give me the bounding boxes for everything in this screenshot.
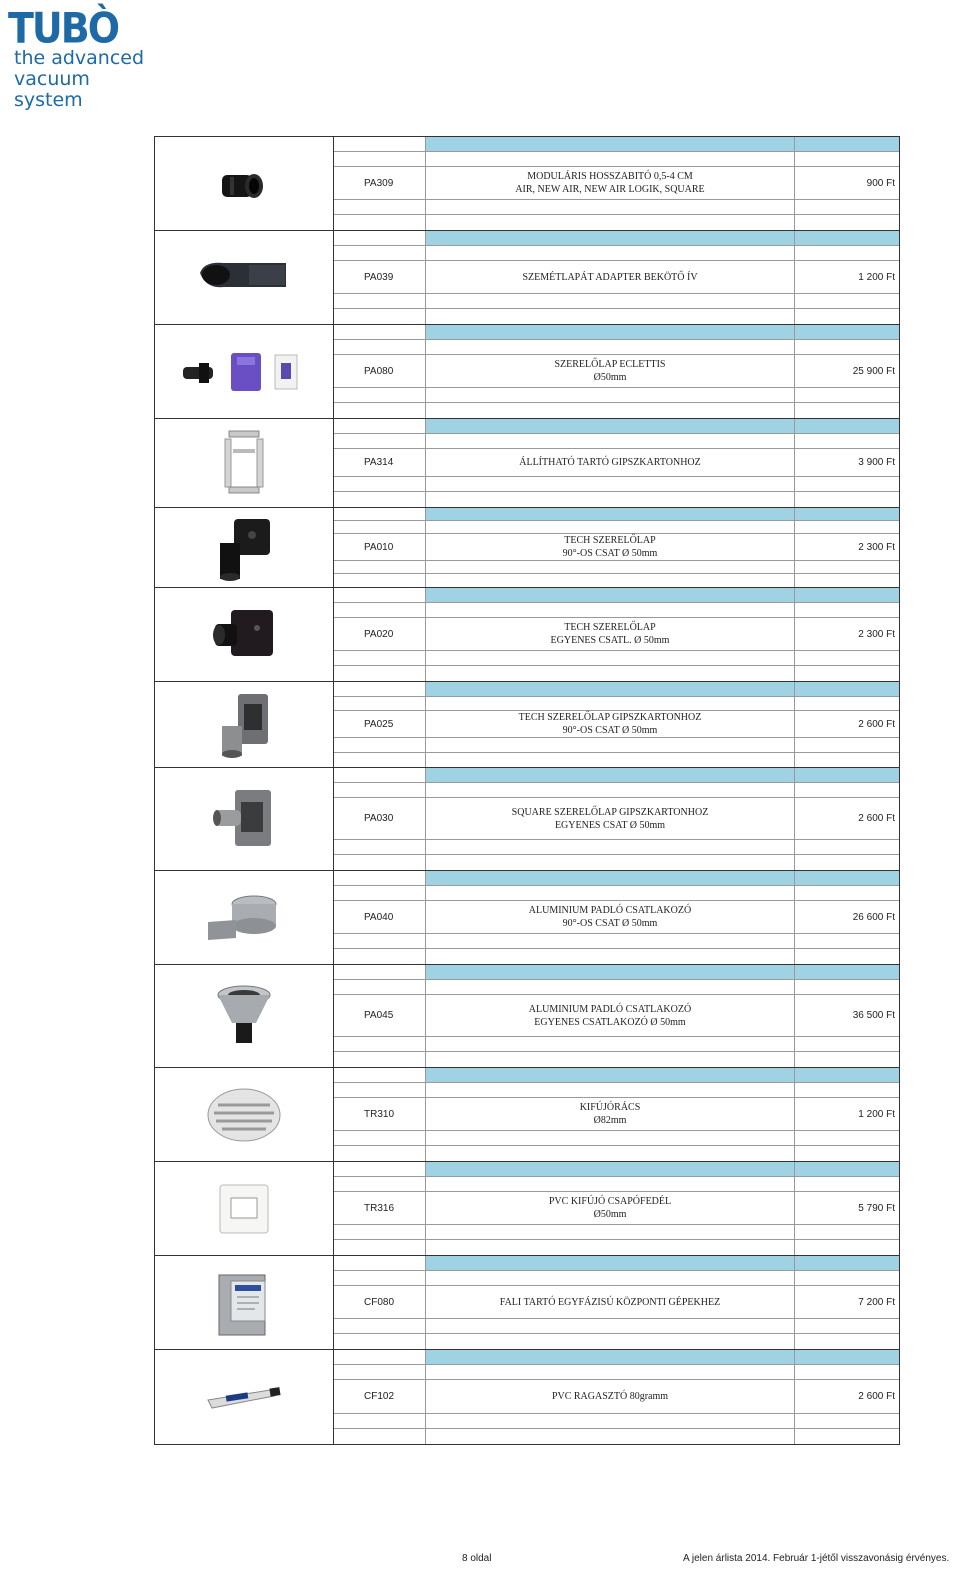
square-plate-straight-icon (209, 786, 279, 852)
table-row (155, 1068, 899, 1162)
product-description-line: SQUARE SZERELŐLAP GIPSZKARTONHOZ (511, 806, 709, 818)
product-description (426, 1286, 795, 1318)
product-description-line: KIFÚJÓRÁCS (579, 1102, 641, 1113)
product-image (155, 1350, 334, 1444)
product-image (155, 768, 334, 870)
table-row (155, 231, 899, 325)
product-description (426, 167, 795, 199)
product-description (426, 711, 795, 737)
product-image (155, 871, 334, 964)
product-description (426, 261, 795, 293)
dustpan-adapter-icon (194, 253, 294, 303)
product-description-line: Ø82mm (593, 1115, 627, 1126)
product-price: 2 600 Ft (858, 813, 895, 824)
product-price: 25 900 Ft (852, 365, 895, 377)
drywall-plate-90-icon (214, 690, 274, 760)
product-price: 7 200 Ft (858, 1296, 895, 1308)
tube-connector-icon (214, 159, 274, 209)
product-code: PA309 (334, 167, 426, 199)
table-row (155, 768, 899, 871)
product-code: PA080 (334, 355, 426, 387)
table-row (155, 1350, 899, 1444)
table-row (155, 965, 899, 1068)
product-description-line: TECH SZERELŐLAP (564, 535, 656, 547)
table-row (155, 588, 899, 682)
product-description-line: Ø50mm (593, 372, 627, 383)
product-description-line: Ø50mm (593, 1209, 627, 1220)
glue-tube-icon (204, 1382, 284, 1412)
product-price: 1 200 Ft (858, 1108, 895, 1120)
product-code: PA025 (334, 711, 426, 737)
product-image (155, 965, 334, 1067)
mounting-plate-set-icon (179, 347, 309, 397)
product-description (426, 1380, 795, 1413)
product-description-line: FALI TARTÓ EGYFÁZISÚ KÖZPONTI GÉPEKHEZ (499, 1296, 721, 1308)
product-image (155, 231, 334, 324)
product-image (155, 588, 334, 681)
product-description-line: PVC KIFÚJÓ CSAPÓFEDÉL (548, 1196, 672, 1207)
product-code: PA314 (334, 449, 426, 476)
product-price: 1 200 Ft (858, 271, 895, 283)
product-code: TR316 (334, 1192, 426, 1224)
product-description-line: EGYENES CSATLAKOZÓ Ø 50mm (534, 1016, 686, 1028)
table-row (155, 325, 899, 419)
product-code: PA045 (334, 995, 426, 1036)
product-code: PA039 (334, 261, 426, 293)
logo-brand: TUBÒ (8, 3, 119, 53)
product-description (426, 534, 795, 560)
product-image (155, 682, 334, 767)
product-description (426, 1098, 795, 1130)
page-number: 8 oldal (462, 1553, 492, 1564)
table-row (155, 137, 899, 231)
product-description (426, 449, 795, 476)
product-description-line: ÁLLÍTHATÓ TARTÓ GIPSZKARTONHOZ (519, 457, 701, 468)
product-description-line: MODULÁRIS HOSSZABITÓ 0,5-4 CM (527, 171, 693, 182)
tech-plate-straight-icon (209, 604, 279, 666)
table-row (155, 1256, 899, 1350)
adjustable-bracket-icon (219, 427, 269, 499)
table-row (155, 419, 899, 508)
logo-tagline-1: the advanced (14, 47, 145, 69)
product-description-line: EGYENES CSAT Ø 50mm (554, 819, 666, 831)
table-row (155, 871, 899, 965)
product-code: TR310 (334, 1098, 426, 1130)
logo-tagline-2: vacuum system (14, 68, 90, 111)
product-price: 26 600 Ft (852, 911, 895, 923)
wall-bracket-icon (209, 1265, 279, 1341)
product-image (155, 1162, 334, 1255)
product-description-line: ALUMINIUM PADLÓ CSATLAKOZÓ (528, 1003, 692, 1015)
product-code: PA010 (334, 534, 426, 560)
product-image (155, 137, 334, 230)
product-description (426, 618, 795, 650)
product-description-line: ALUMINIUM PADLÓ CSATLAKOZÓ (528, 905, 692, 916)
product-description-line: PVC RAGASZTÓ 80gramm (551, 1391, 669, 1402)
product-price: 2 600 Ft (858, 1391, 895, 1402)
product-description (426, 1192, 795, 1224)
product-description-line: 90°-OS CSAT Ø 50mm (562, 725, 658, 737)
tech-plate-90-icon (214, 513, 274, 583)
product-description-line: 90°-OS CSAT Ø 50mm (562, 548, 658, 560)
product-price: 3 900 Ft (858, 457, 895, 468)
product-code: PA040 (334, 901, 426, 933)
product-price: 5 790 Ft (858, 1202, 895, 1214)
product-description (426, 995, 795, 1036)
product-image (155, 508, 334, 587)
product-code: PA020 (334, 618, 426, 650)
flap-cover-icon (217, 1182, 271, 1236)
product-image (155, 1068, 334, 1161)
product-description-line: AIR, NEW AIR, NEW AIR LOGIK, SQUARE (515, 184, 705, 195)
product-description (426, 798, 795, 839)
product-description (426, 355, 795, 387)
product-price: 2 300 Ft (858, 628, 895, 640)
floor-connector-straight-icon (212, 983, 276, 1049)
floor-connector-90-icon (204, 890, 284, 946)
table-row (155, 508, 899, 588)
product-description-line: TECH SZERELŐLAP GIPSZKARTONHOZ (518, 712, 702, 724)
product-price: 2 600 Ft (858, 718, 895, 730)
product-description-line: EGYENES CSATL. Ø 50mm (550, 635, 670, 646)
product-description-line: SZEMÉTLAPÁT ADAPTER BEKÖTŐ ÍV (522, 271, 698, 283)
product-price: 36 500 Ft (852, 1010, 895, 1021)
product-code: CF102 (334, 1380, 426, 1413)
product-price: 900 Ft (866, 177, 895, 189)
product-code: CF080 (334, 1286, 426, 1318)
product-code: PA030 (334, 798, 426, 839)
product-description-line: TECH SZERELŐLAP (564, 622, 656, 633)
product-price: 2 300 Ft (858, 541, 895, 553)
product-table (154, 136, 900, 1445)
product-description-line: SZERELŐLAP ECLETTIS (554, 359, 666, 370)
product-image (155, 325, 334, 418)
product-image (155, 1256, 334, 1349)
product-image (155, 419, 334, 507)
table-row (155, 1162, 899, 1256)
table-row (155, 682, 899, 768)
product-description-line: 90°-OS CSAT Ø 50mm (562, 918, 658, 929)
logo (8, 3, 158, 111)
validity-notice: A jelen árlista 2014. Február 1-jétől visszavonásig érvényes. (683, 1553, 950, 1564)
product-description (426, 901, 795, 933)
exhaust-grille-icon (204, 1085, 284, 1145)
